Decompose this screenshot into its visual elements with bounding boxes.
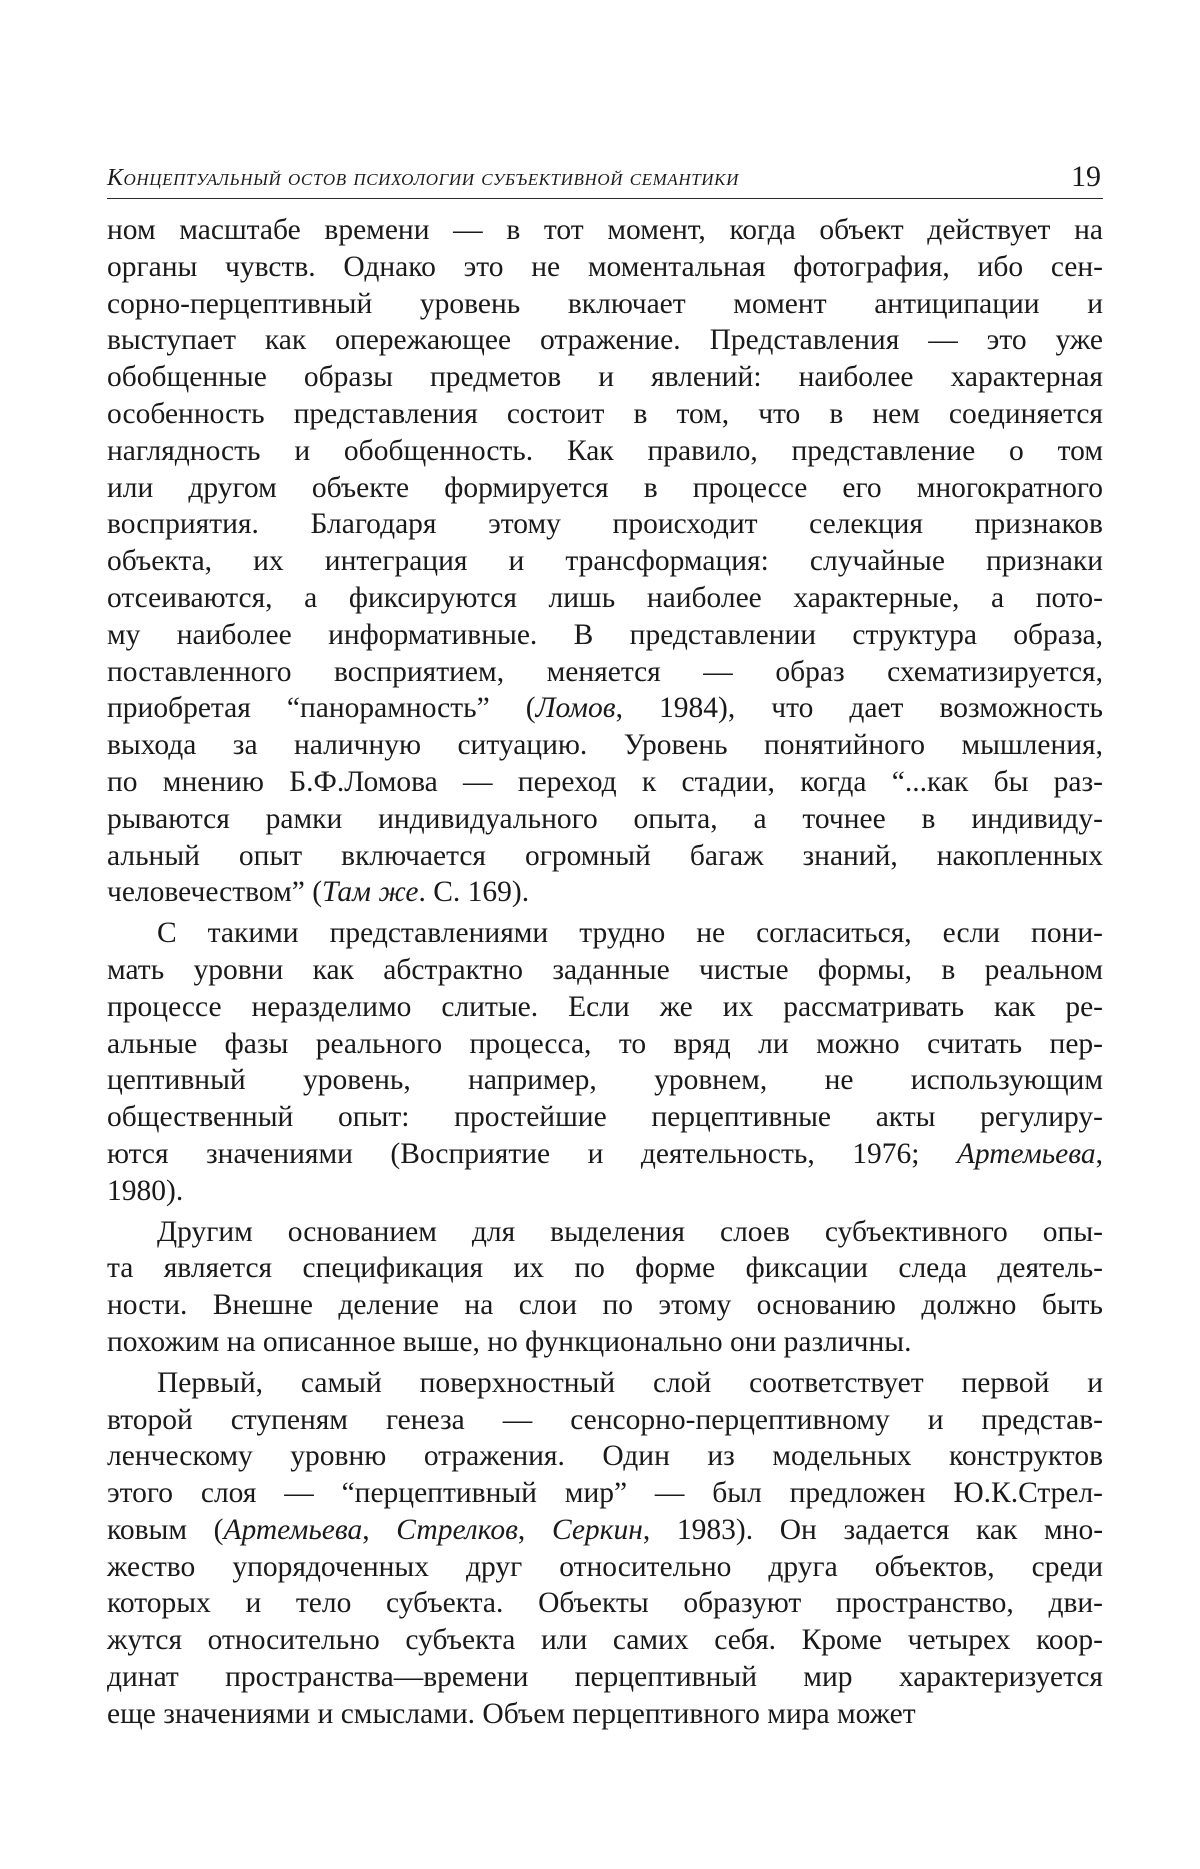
text-line xyxy=(107,690,1103,727)
text-line xyxy=(107,1365,1103,1402)
citation-author: Артемьева xyxy=(956,1137,1096,1170)
text-line xyxy=(107,874,1103,911)
text-line xyxy=(107,470,1103,507)
text-line xyxy=(107,1062,1103,1099)
text-line xyxy=(107,433,1103,470)
text-segment: приобретая “панорамность” ( xyxy=(107,692,536,725)
text-line xyxy=(107,952,1103,989)
text-segment: , xyxy=(362,1513,397,1546)
text-segment: цептивный уровень, например, уровнем, не использующим xyxy=(107,1064,1103,1097)
text-segment: 1980). xyxy=(107,1174,184,1207)
text-line xyxy=(107,359,1103,396)
text-line xyxy=(107,764,1103,801)
text-segment: похожим на описанное выше, но функционально они различны. xyxy=(107,1325,912,1358)
text-segment: поставленного восприятием, меняется — образ схематизируется, xyxy=(107,655,1103,688)
text-line xyxy=(107,1659,1103,1696)
text-line xyxy=(107,1214,1103,1251)
text-line xyxy=(107,838,1103,875)
page-header xyxy=(107,154,1103,199)
running-head: Концептуальный остов психологии субъективной семантики xyxy=(107,165,739,191)
text-line xyxy=(107,989,1103,1026)
text-line xyxy=(107,1622,1103,1659)
text-segment: ленческому уровню отражения. Один из модельных конструктов xyxy=(107,1440,1103,1473)
text-segment: отсеиваются, а фиксируются лишь наиболее характерные, а пото- xyxy=(107,581,1103,614)
text-segment: , 1984), что дает возможность xyxy=(615,692,1103,725)
text-segment: особенность представления состоит в том, что в нем соединяется xyxy=(107,397,1103,430)
text-line xyxy=(107,1287,1103,1324)
text-segment: та является спецификация их по форме фиксации следа деятель- xyxy=(107,1252,1103,1285)
text-line xyxy=(107,1250,1103,1287)
paragraph xyxy=(107,1365,1103,1733)
text-line xyxy=(107,801,1103,838)
text-segment: альный опыт включается огромный багаж знаний, накопленных xyxy=(107,839,1103,872)
text-line xyxy=(107,286,1103,323)
text-segment: жутся относительно субъекта или самих себя. Кроме четырех коор- xyxy=(107,1624,1103,1657)
text-segment: альные фазы реального процесса, то вряд ли можно считать пер- xyxy=(107,1027,1103,1060)
text-segment: сорно-перцептивный уровень включает момент антиципации и xyxy=(107,287,1103,320)
text-line xyxy=(107,249,1103,286)
text-line xyxy=(107,212,1103,249)
text-line xyxy=(107,543,1103,580)
page-number: 19 xyxy=(1071,160,1101,193)
citation-author: Серкин xyxy=(551,1513,643,1546)
text-segment: выступает как опережающее отражение. Представления — это уже xyxy=(107,324,1103,357)
text-line xyxy=(107,1136,1103,1173)
text-segment: наглядность и обобщенность. Как правило, представление о том xyxy=(107,434,1103,467)
citation-author: Артемьева xyxy=(223,1513,363,1546)
text-line xyxy=(107,1696,1103,1733)
text-line xyxy=(107,1475,1103,1512)
text-segment: , xyxy=(517,1513,552,1546)
text-line xyxy=(107,915,1103,952)
citation-author: Стрелков xyxy=(396,1513,518,1546)
paragraph xyxy=(107,212,1103,911)
text-segment: органы чувств. Однако это не моментальная фотография, ибо сен- xyxy=(107,250,1103,283)
text-segment: динат пространства—времени перцептивный мир характеризуется xyxy=(107,1661,1103,1694)
text-segment: этого слоя — “перцептивный мир” — был предложен Ю.К.Стрел- xyxy=(107,1477,1103,1510)
text-segment: ности. Внешне деление на слои по этому основанию должно быть xyxy=(107,1289,1103,1322)
text-segment: мать уровни как абстрактно заданные чистые формы, в реальном xyxy=(107,953,1103,986)
text-segment: . С. 169). xyxy=(418,876,530,909)
text-segment: еще значениями и смыслами. Объем перцептивного мира может xyxy=(107,1697,916,1730)
text-line xyxy=(107,1402,1103,1439)
text-line xyxy=(107,1324,1103,1361)
text-line xyxy=(107,1173,1103,1210)
text-line xyxy=(107,727,1103,764)
text-segment: Первый, самый поверхностный слой соответствует первой и xyxy=(157,1366,1103,1399)
text-segment: процессе неразделимо слитые. Если же их рассматривать как ре- xyxy=(107,990,1103,1023)
text-body xyxy=(107,212,1103,1733)
text-line xyxy=(107,654,1103,691)
text-line xyxy=(107,580,1103,617)
text-segment: Другим основанием для выделения слоев субъективного опы- xyxy=(157,1215,1103,1248)
text-segment: ном масштабе времени — в тот момент, когда объект действует на xyxy=(107,214,1103,246)
text-segment: , 1983). Он задается как мно- xyxy=(642,1513,1104,1546)
text-segment: восприятия. Благодаря этому происходит селекция признаков xyxy=(107,508,1103,541)
text-segment: , xyxy=(1095,1137,1103,1170)
paragraph xyxy=(107,915,1103,1209)
text-line xyxy=(107,322,1103,359)
text-segment: второй ступеням генеза — сенсорно-перцептивному и представ- xyxy=(107,1403,1103,1436)
text-segment: рываются рамки индивидуального опыта, а точнее в индивиду- xyxy=(107,802,1103,835)
text-line xyxy=(107,1512,1103,1549)
text-line xyxy=(107,1099,1103,1136)
text-segment: ются значениями (Восприятие и деятельность, 1976; xyxy=(107,1137,957,1170)
text-segment: выхода за наличную ситуацию. Уровень понятийного мышления, xyxy=(107,729,1103,762)
text-segment: или другом объекте формируется в процессе его многократного xyxy=(107,471,1103,504)
text-segment: общественный опыт: простейшие перцептивные акты регулиру- xyxy=(107,1101,1103,1134)
text-segment: му наиболее информативные. В представлении структура образа, xyxy=(107,618,1103,651)
text-line xyxy=(107,506,1103,543)
text-line xyxy=(107,1026,1103,1063)
text-segment: С такими представлениями трудно не согласиться, если пони- xyxy=(157,917,1103,950)
text-line xyxy=(107,1549,1103,1586)
paragraph xyxy=(107,1214,1103,1361)
text-segment: жество упорядоченных друг относительно друга объектов, среди xyxy=(107,1550,1103,1583)
citation-author: Там же xyxy=(322,876,419,909)
text-segment: человечеством” ( xyxy=(107,876,323,909)
text-segment: по мнению Б.Ф.Ломова — переход к стадии, когда “...как бы раз- xyxy=(107,765,1103,798)
text-segment: обобщенные образы предметов и явлений: наиболее характерная xyxy=(107,361,1103,394)
text-line xyxy=(107,617,1103,654)
text-line xyxy=(107,1585,1103,1622)
text-segment: которых и тело субъекта. Объекты образуют пространство, дви- xyxy=(107,1587,1103,1620)
text-segment: ковым ( xyxy=(107,1513,224,1546)
text-segment: объекта, их интеграция и трансформация: случайные признаки xyxy=(107,545,1103,578)
citation-author: Ломов xyxy=(535,692,616,725)
text-line xyxy=(107,396,1103,433)
text-line xyxy=(107,1438,1103,1475)
